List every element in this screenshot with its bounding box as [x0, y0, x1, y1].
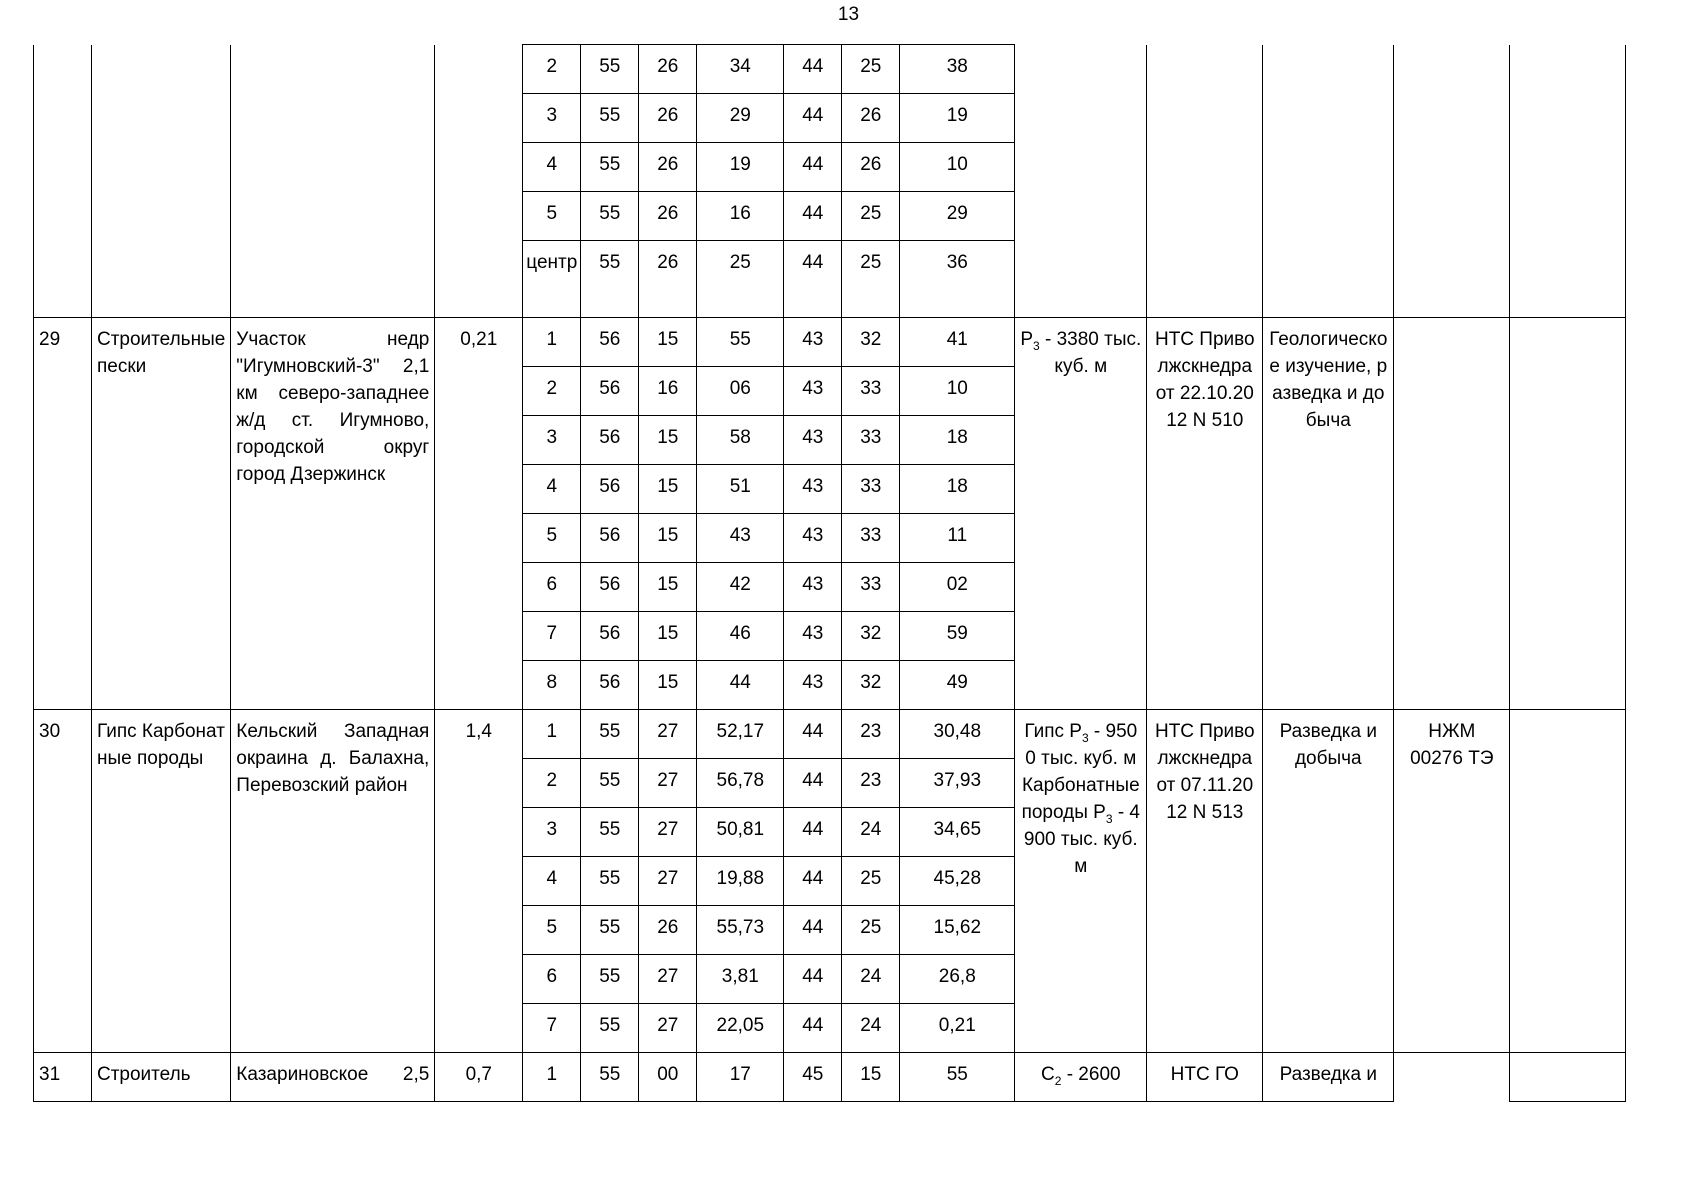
cell-lon-sec: 34,65: [900, 808, 1015, 857]
cell-lat-sec: 22,05: [697, 1004, 784, 1053]
cell-lon-sec: 18: [900, 416, 1015, 465]
cell-protocol: НТС ГО: [1147, 1053, 1263, 1102]
resources-text-a: P: [1020, 329, 1033, 350]
cell-lon-deg: 44: [784, 857, 842, 906]
resources-text-a: C: [1041, 1064, 1055, 1085]
cell-point: 7: [523, 612, 581, 661]
cell-lat-sec: 19: [697, 143, 784, 192]
table-row: [34, 318, 1626, 367]
cell-lat-min: 16: [639, 367, 697, 416]
cell-license: [1394, 318, 1510, 710]
cell-location: Кельский Западная окраина д. Балахна, Перевозский район: [231, 710, 435, 1053]
cell-lat-deg: 55: [581, 857, 639, 906]
cell-lat-sec: 58: [697, 416, 784, 465]
cell-point: 7: [523, 1004, 581, 1053]
cell-lon-sec: 30,48: [900, 710, 1015, 759]
cell-lon-min: 24: [842, 808, 900, 857]
cell-license: НЖМ 00276 ТЭ: [1394, 710, 1510, 1053]
cell-lat-deg: 56: [581, 612, 639, 661]
cell-point: центр: [523, 241, 581, 318]
resources-text-b: - 3380 тыс. куб. м: [1039, 329, 1142, 377]
cell-lon-deg: 44: [784, 45, 842, 94]
cell-lon-min: 25: [842, 192, 900, 241]
cell-lat-deg: 56: [581, 514, 639, 563]
cell-lat-deg: 55: [581, 906, 639, 955]
cell-lat-deg: 55: [581, 710, 639, 759]
cell-lat-sec: 51: [697, 465, 784, 514]
cell-lat-deg: 55: [581, 192, 639, 241]
cell-lat-min: 27: [639, 955, 697, 1004]
cell-lon-min: 25: [842, 906, 900, 955]
cell-lon-deg: 44: [784, 906, 842, 955]
cell-lat-deg: 56: [581, 416, 639, 465]
cell-point: 2: [523, 759, 581, 808]
cell-lon-sec: 59: [900, 612, 1015, 661]
cell-point: 3: [523, 416, 581, 465]
cell-lat-min: 15: [639, 514, 697, 563]
cell-lon-min: 24: [842, 955, 900, 1004]
cell-mineral: Строитель: [92, 1053, 231, 1102]
cell-purpose: Разведка и добыча: [1263, 710, 1394, 1053]
cell-lon-sec: 18: [900, 465, 1015, 514]
cell-point: 5: [523, 906, 581, 955]
cell-lon-sec: 02: [900, 563, 1015, 612]
cell-resources: [1015, 45, 1147, 318]
cell-lon-sec: 36: [900, 241, 1015, 318]
cell-lat-deg: 56: [581, 661, 639, 710]
cell-lon-sec: 0,21: [900, 1004, 1015, 1053]
cell-lat-deg: 55: [581, 94, 639, 143]
cell-lat-deg: 56: [581, 465, 639, 514]
cell-lon-deg: 44: [784, 192, 842, 241]
cell-lat-sec: 46: [697, 612, 784, 661]
cell-lat-min: 15: [639, 563, 697, 612]
cell-lon-deg: 43: [784, 661, 842, 710]
cell-protocol: НТС Приволжскнедра от 22.10.2012 N 510: [1147, 318, 1263, 710]
cell-lat-min: 27: [639, 808, 697, 857]
cell-lat-deg: 56: [581, 563, 639, 612]
cell-lon-deg: 44: [784, 94, 842, 143]
cell-point: 5: [523, 514, 581, 563]
cell-point: 1: [523, 318, 581, 367]
cell-point: 6: [523, 563, 581, 612]
cell-lon-sec: 19: [900, 94, 1015, 143]
cell-purpose: [1263, 45, 1394, 318]
cell-note: [1510, 1053, 1626, 1102]
cell-lat-deg: 55: [581, 955, 639, 1004]
cell-lon-min: 25: [842, 241, 900, 318]
cell-lat-deg: 55: [581, 808, 639, 857]
cell-lon-min: 33: [842, 367, 900, 416]
cell-lon-deg: 44: [784, 710, 842, 759]
resources-subscript: 2: [1054, 1073, 1062, 1088]
cell-lon-deg: 43: [784, 367, 842, 416]
cell-lon-deg: 45: [784, 1053, 842, 1102]
table-row: [34, 45, 1626, 94]
cell-lon-deg: 43: [784, 318, 842, 367]
cell-lon-deg: 43: [784, 416, 842, 465]
cell-mineral: [92, 45, 231, 318]
cell-point: 6: [523, 955, 581, 1004]
cell-lat-sec: 56,78: [697, 759, 784, 808]
cell-lat-min: 27: [639, 759, 697, 808]
cell-location: Казариновское 2,5: [231, 1053, 435, 1102]
cell-point: 4: [523, 465, 581, 514]
cell-lon-deg: 44: [784, 808, 842, 857]
cell-lat-min: 15: [639, 318, 697, 367]
cell-lat-sec: 55,73: [697, 906, 784, 955]
cell-lat-sec: 52,17: [697, 710, 784, 759]
cell-resources: [1015, 710, 1147, 1053]
cell-lon-min: 26: [842, 143, 900, 192]
cell-lon-sec: 29: [900, 192, 1015, 241]
cell-mineral: Гипс Карбонатные породы: [92, 710, 231, 1053]
cell-protocol: [1147, 45, 1263, 318]
cell-license: [1394, 45, 1510, 318]
cell-lon-min: 32: [842, 318, 900, 367]
cell-lat-sec: 43: [697, 514, 784, 563]
cell-resources: [1015, 318, 1147, 710]
cell-lat-sec: 34: [697, 45, 784, 94]
cell-lon-sec: 15,62: [900, 906, 1015, 955]
cell-point: 3: [523, 94, 581, 143]
cell-lon-min: 15: [842, 1053, 900, 1102]
resources-text-b: - 2600: [1061, 1064, 1121, 1085]
cell-lat-deg: 55: [581, 1004, 639, 1053]
cell-lat-sec: 50,81: [697, 808, 784, 857]
cell-area: 0,7: [435, 1053, 523, 1102]
cell-lat-min: 27: [639, 857, 697, 906]
cell-location: Участок недр "Игумновский-3" 2,1 км северо-западнее ж/д ст. Игумново, городской округ город Дзержинск: [231, 318, 435, 710]
cell-lat-deg: 55: [581, 1053, 639, 1102]
cell-point: 3: [523, 808, 581, 857]
cell-location: [231, 45, 435, 318]
cell-lon-min: 33: [842, 514, 900, 563]
resources-subscript: 3: [1033, 338, 1040, 353]
cell-lat-sec: 55: [697, 318, 784, 367]
cell-lat-min: 27: [639, 710, 697, 759]
cell-lat-deg: 55: [581, 759, 639, 808]
cell-lat-min: 26: [639, 94, 697, 143]
cell-lon-sec: 10: [900, 143, 1015, 192]
cell-lon-deg: 44: [784, 955, 842, 1004]
cell-point: 1: [523, 1053, 581, 1102]
deposits-table: [33, 44, 1626, 1102]
cell-lon-deg: 43: [784, 514, 842, 563]
cell-lat-min: 15: [639, 416, 697, 465]
cell-lat-sec: 16: [697, 192, 784, 241]
cell-point: 5: [523, 192, 581, 241]
resources-text-c: - 4900 тыс. куб. м: [1023, 802, 1140, 877]
cell-lat-min: 26: [639, 192, 697, 241]
resources-subscript: 3: [1081, 730, 1089, 745]
cell-lon-min: 23: [842, 710, 900, 759]
cell-protocol: НТС Приволжскнедра от 07.11.2012 N 513: [1147, 710, 1263, 1053]
cell-point: 2: [523, 45, 581, 94]
cell-lon-deg: 43: [784, 563, 842, 612]
cell-lon-min: 23: [842, 759, 900, 808]
cell-lon-sec: 11: [900, 514, 1015, 563]
cell-lat-min: 26: [639, 241, 697, 318]
cell-lon-min: 25: [842, 45, 900, 94]
cell-no: 29: [34, 318, 92, 710]
cell-lat-deg: 55: [581, 45, 639, 94]
cell-lon-deg: 43: [784, 465, 842, 514]
cell-lon-sec: 45,28: [900, 857, 1015, 906]
table-body: [34, 45, 1626, 1102]
cell-point: 8: [523, 661, 581, 710]
cell-lon-sec: 55: [900, 1053, 1015, 1102]
cell-lon-sec: 41: [900, 318, 1015, 367]
cell-lat-min: 26: [639, 906, 697, 955]
cell-lat-deg: 56: [581, 318, 639, 367]
cell-license: [1394, 1053, 1510, 1102]
table-row: [34, 710, 1626, 759]
cell-lon-deg: 44: [784, 143, 842, 192]
cell-lat-sec: 19,88: [697, 857, 784, 906]
cell-lon-min: 33: [842, 465, 900, 514]
cell-note: [1510, 318, 1626, 710]
cell-resources: [1015, 1053, 1147, 1102]
cell-lon-min: 24: [842, 1004, 900, 1053]
cell-lon-sec: 10: [900, 367, 1015, 416]
table-row: [34, 1053, 1626, 1102]
cell-mineral: Строительные пески: [92, 318, 231, 710]
cell-lon-deg: 44: [784, 759, 842, 808]
cell-lat-min: 27: [639, 1004, 697, 1053]
cell-lat-sec: 42: [697, 563, 784, 612]
cell-lat-deg: 56: [581, 367, 639, 416]
cell-lat-sec: 44: [697, 661, 784, 710]
cell-lat-sec: 06: [697, 367, 784, 416]
cell-point: 2: [523, 367, 581, 416]
cell-lat-sec: 25: [697, 241, 784, 318]
resources-subscript: 3: [1105, 811, 1113, 826]
cell-lon-min: 26: [842, 94, 900, 143]
cell-lon-sec: 37,93: [900, 759, 1015, 808]
cell-lon-sec: 38: [900, 45, 1015, 94]
cell-area: 1,4: [435, 710, 523, 1053]
cell-lon-deg: 44: [784, 241, 842, 318]
cell-note: [1510, 45, 1626, 318]
cell-point: 1: [523, 710, 581, 759]
cell-no: 30: [34, 710, 92, 1053]
cell-lat-deg: 55: [581, 241, 639, 318]
cell-lat-sec: 29: [697, 94, 784, 143]
cell-purpose: Геологическое изучение, разведка и добыча: [1263, 318, 1394, 710]
cell-lat-min: 15: [639, 612, 697, 661]
cell-lon-sec: 49: [900, 661, 1015, 710]
cell-point: 4: [523, 143, 581, 192]
cell-area: 0,21: [435, 318, 523, 710]
cell-lon-deg: 43: [784, 612, 842, 661]
cell-lat-sec: 17: [697, 1053, 784, 1102]
cell-lon-min: 32: [842, 612, 900, 661]
cell-lat-min: 26: [639, 45, 697, 94]
resources-text-a: Гипс P: [1024, 721, 1082, 742]
cell-lat-sec: 3,81: [697, 955, 784, 1004]
cell-lat-min: 00: [639, 1053, 697, 1102]
cell-lon-sec: 26,8: [900, 955, 1015, 1004]
cell-lat-min: 26: [639, 143, 697, 192]
cell-note: [1510, 710, 1626, 1053]
cell-lon-min: 33: [842, 416, 900, 465]
cell-no: 31: [34, 1053, 92, 1102]
cell-no: [34, 45, 92, 318]
cell-lon-deg: 44: [784, 1004, 842, 1053]
cell-point: 4: [523, 857, 581, 906]
cell-area: [435, 45, 523, 318]
resources-text-b: - 9500 тыс. куб. м Карбонатные породы P: [1021, 721, 1140, 823]
cell-lon-min: 25: [842, 857, 900, 906]
cell-lat-deg: 55: [581, 143, 639, 192]
cell-lat-min: 15: [639, 465, 697, 514]
cell-lon-min: 33: [842, 563, 900, 612]
cell-lon-min: 32: [842, 661, 900, 710]
cell-lat-min: 15: [639, 661, 697, 710]
cell-purpose: Разведка и: [1263, 1053, 1394, 1102]
page-number: 13: [837, 4, 860, 25]
